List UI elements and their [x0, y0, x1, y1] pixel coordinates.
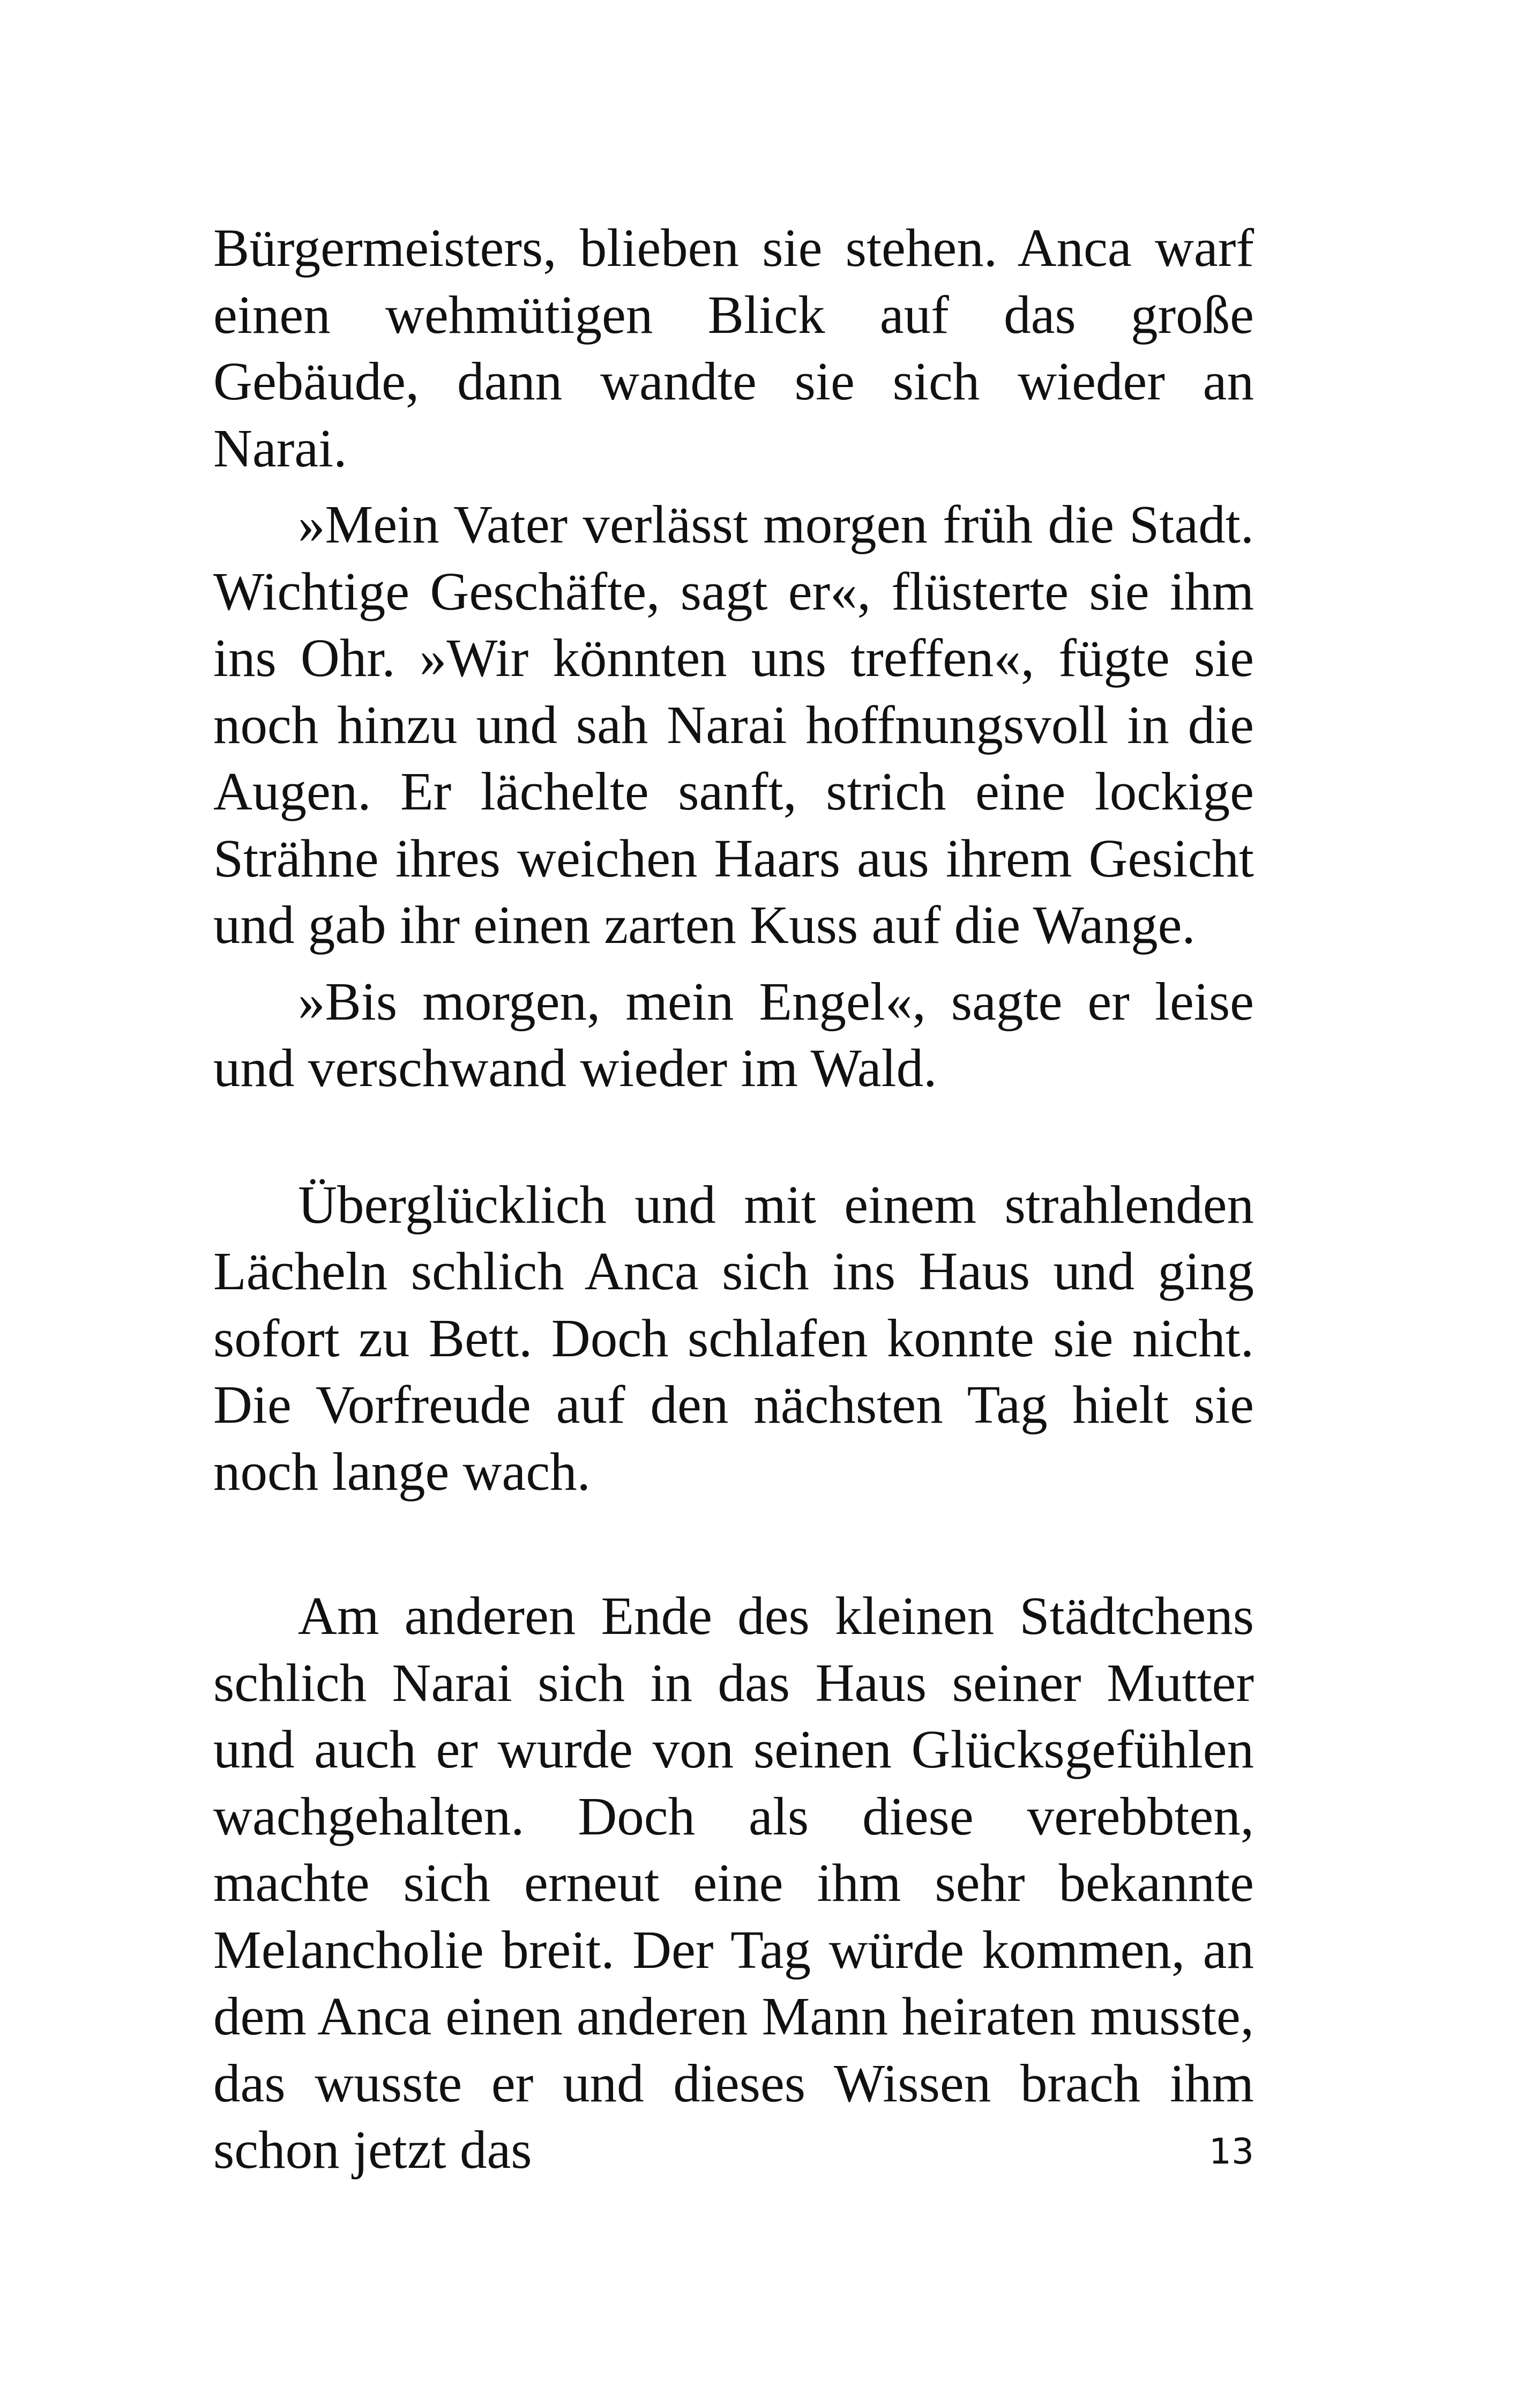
body-text — [213, 214, 1254, 2183]
page-number: 13 — [1209, 2131, 1254, 2172]
paragraph-5: Am anderen Ende des kleinen Städtchens schlich Narai sich in das Haus seiner Mutter und auch er wurde von seinen Glücksgefühlen wachgehalten. Doch als diese verebbten, machte sich erneut eine ihm sehr bekannte Melancholie breit. Der Tag würde kommen, an dem Anca einen anderen Mann heiraten musste, das wusste er und dieses Wissen brach ihm schon jetzt das — [213, 1586, 1254, 2180]
paragraph-2: »Mein Vater verlässt morgen früh die Stadt. Wichtige Geschäfte, sagt er«, flüsterte sie ihm ins Ohr. »Wir könnten uns treffen«, fügte sie noch hinzu und sah Narai hoffnungsvoll in die Augen. Er lächelte sanft, strich eine lockige Strähne ihres weichen Haars aus ihrem Gesicht und gab ihr einen zarten Kuss auf die Wange. — [213, 494, 1254, 955]
paragraph-1: Bürgermeisters, blieben sie stehen. Anca warf einen wehmütigen Blick auf das große Gebäude, dann wandte sie sich wieder an Narai. — [213, 218, 1254, 478]
paragraph-4: Überglücklich und mit einem strahlenden Lächeln schlich Anca sich ins Haus und ging sofort zu Bett. Doch schlafen konnte sie nicht. Die Vorfreude auf den nächsten Tag hielt sie noch lange wach. — [213, 1174, 1254, 1502]
paragraph-3: »Bis morgen, mein Engel«, sagte er leise und verschwand wieder im Wald. — [213, 971, 1254, 1098]
